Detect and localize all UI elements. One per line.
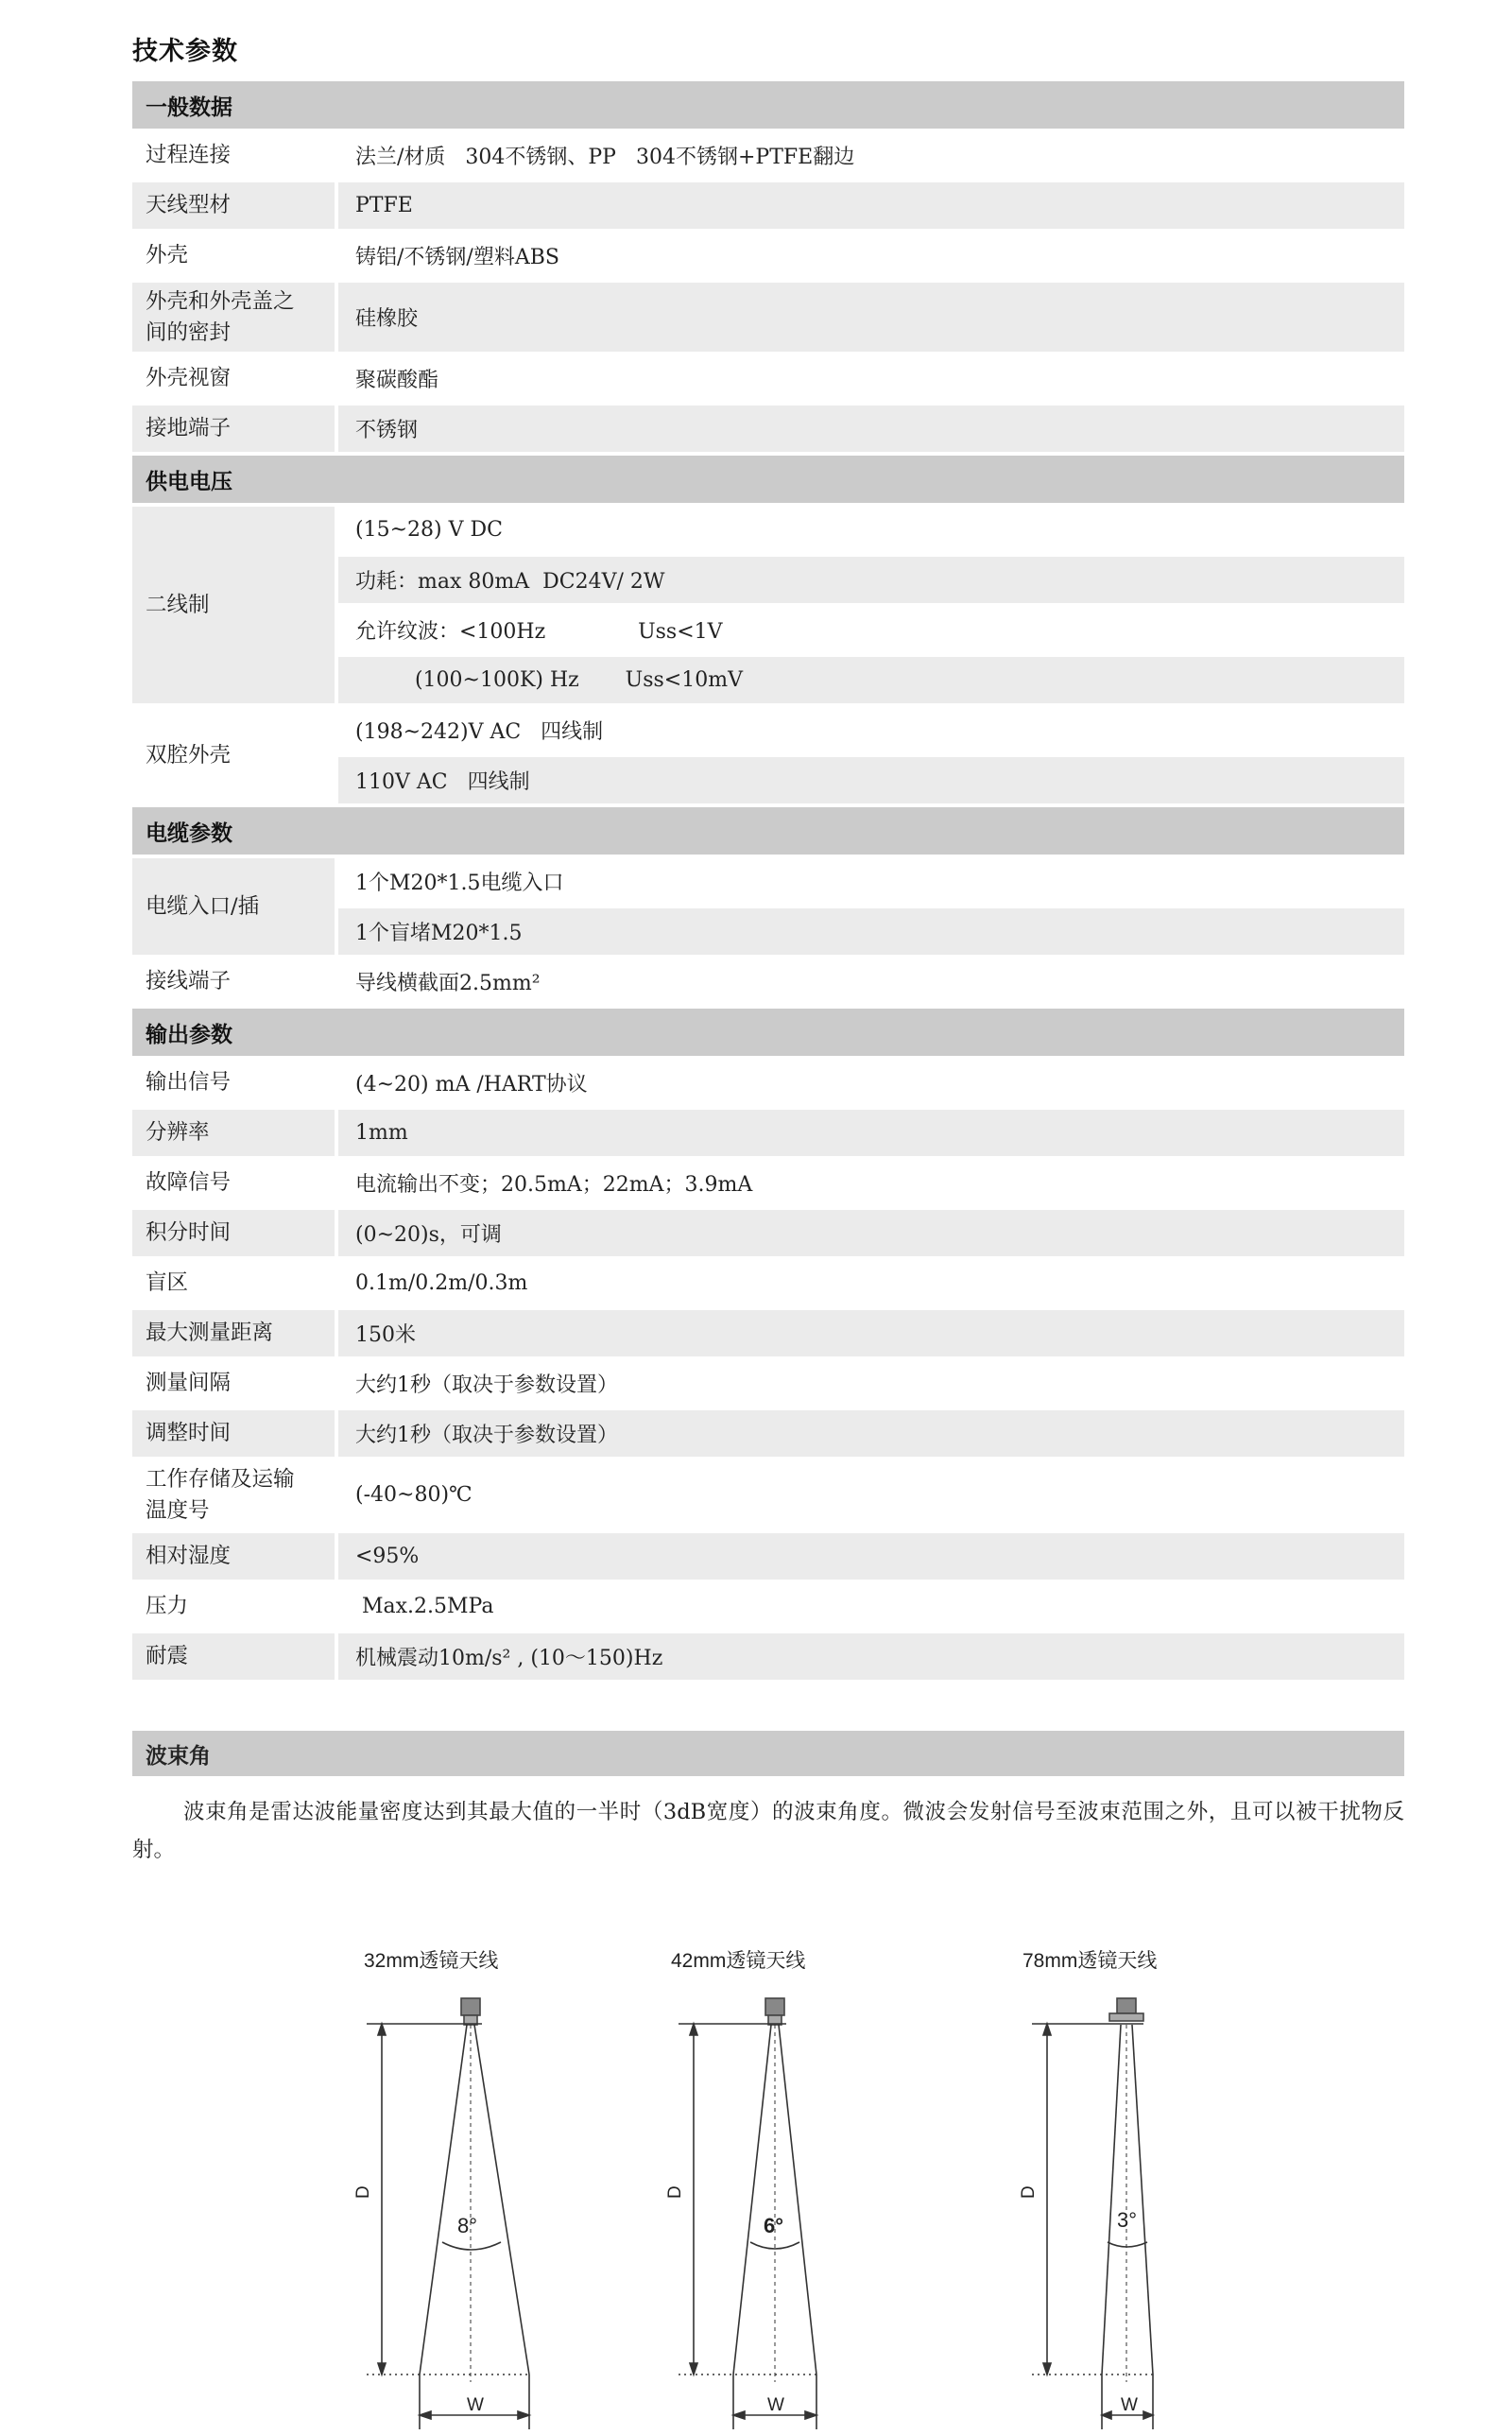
table-row: [132, 1160, 1404, 1206]
table-row: [132, 1210, 1404, 1256]
table-row: [132, 1360, 1404, 1407]
angle-label: 6°: [764, 2214, 784, 2237]
row-label: 积分时间: [132, 1210, 335, 1256]
section-header-beam: 波束角: [132, 1731, 1404, 1776]
table-row: [132, 1110, 1404, 1156]
row-label: 过程连接: [132, 132, 335, 179]
d-label: D: [665, 2185, 685, 2199]
table-row: [132, 707, 1404, 803]
row-value: 不锈钢: [338, 406, 1404, 452]
row-value: 聚碳酸酯: [338, 355, 1404, 402]
row-value: 铸铝/不锈钢/塑料ABS: [338, 233, 1404, 279]
row-label: 最大测量距离: [132, 1310, 335, 1356]
row-value: 机械震动10m/s² , (10～150)Hz: [338, 1633, 1404, 1680]
row-value: (100~100K) Hz Uss<10mV: [338, 657, 1404, 703]
row-label: 外壳视窗: [132, 355, 335, 402]
row-label: 相对湿度: [132, 1533, 335, 1580]
page-title: 技术参数: [132, 37, 238, 66]
row-value: 1个盲堵M20*1.5: [338, 908, 1404, 955]
row-label: 接地端子: [132, 406, 335, 452]
row-value: 导线横截面2.5mm²: [338, 958, 1404, 1005]
row-value: (0~20)s，可调: [338, 1210, 1404, 1256]
row-label: 压力: [132, 1583, 335, 1630]
row-label: 电缆入口/插: [132, 858, 335, 955]
row-value: 法兰/材质 304不锈钢、PP 304不锈钢+PTFE翻边: [338, 132, 1404, 179]
angle-label: 8°: [457, 2214, 478, 2237]
row-value: 大约1秒（取决于参数设置）: [338, 1360, 1404, 1407]
row-label: 接线端子: [132, 958, 335, 1005]
d-label: D: [353, 2185, 373, 2199]
table-row: [132, 233, 1404, 279]
table-row: [132, 406, 1404, 452]
table-row: [132, 1583, 1404, 1630]
row-label: 分辨率: [132, 1110, 335, 1156]
antenna-icon: [765, 1998, 784, 2015]
table-row: [132, 132, 1404, 179]
section-header-cable: 电缆参数: [132, 807, 1404, 855]
w-label: W: [1121, 2395, 1138, 2415]
row-value: 大约1秒（取决于参数设置）: [338, 1410, 1404, 1457]
row-value: Max.2.5MPa: [338, 1583, 1404, 1630]
row-value: 功耗：max 80mA DC24V/ 2W: [338, 557, 1404, 603]
antenna-icon: [1117, 1998, 1136, 2013]
row-label: 故障信号: [132, 1160, 335, 1206]
row-label-line: 工作存储及运输: [146, 1466, 295, 1492]
row-value: PTFE: [338, 182, 1404, 229]
table-row: [132, 283, 1404, 352]
d-label: D: [1019, 2185, 1039, 2199]
angle-label: 3°: [1117, 2208, 1138, 2232]
row-label-line: 温度号: [146, 1497, 210, 1523]
antenna-icon: [461, 1998, 480, 2015]
w-label: W: [467, 2395, 484, 2415]
row-value: 0.1m/0.2m/0.3m: [338, 1260, 1404, 1306]
beam-diagram-42mm: [652, 1938, 879, 2435]
row-value: 电流输出不变；20.5mA；22mA；3.9mA: [338, 1160, 1404, 1206]
table-row: [132, 1460, 1404, 1529]
spec-table: [132, 81, 1404, 1680]
row-label: 盲区: [132, 1260, 335, 1306]
table-row: [132, 507, 1404, 703]
w-label: W: [767, 2395, 784, 2415]
table-row: [132, 1533, 1404, 1580]
row-label: [132, 1460, 335, 1529]
row-label: [132, 283, 335, 352]
table-row: [132, 1410, 1404, 1457]
row-value: 允许纹波：<100Hz Uss<1V: [338, 607, 1404, 653]
table-row: [132, 355, 1404, 402]
beam-diagram-78mm: [1011, 1938, 1238, 2435]
diagram-title: 32mm透镜天线: [364, 1950, 499, 1972]
row-value: (-40~80)℃: [338, 1460, 1404, 1529]
row-value: 150米: [338, 1310, 1404, 1356]
table-row: [132, 858, 1404, 955]
section-header-output: 输出参数: [132, 1009, 1404, 1056]
row-value: 1mm: [338, 1110, 1404, 1156]
diagram-title: 78mm透镜天线: [1022, 1950, 1158, 1972]
row-label: 调整时间: [132, 1410, 335, 1457]
row-label: 双腔外壳: [132, 707, 335, 803]
section-header-general: 一般数据: [132, 81, 1404, 129]
row-value: <95%: [338, 1533, 1404, 1580]
table-row: [132, 1060, 1404, 1106]
row-label-line: 间的密封: [146, 319, 232, 345]
row-label: 测量间隔: [132, 1360, 335, 1407]
row-value: 1个M20*1.5电缆入口: [338, 858, 1404, 905]
table-row: [132, 958, 1404, 1005]
row-label: 外壳: [132, 233, 335, 279]
beam-diagram-32mm: [340, 1938, 567, 2435]
row-value: (15~28) V DC: [338, 507, 1404, 553]
row-value: (4~20) mA /HART协议: [338, 1060, 1404, 1106]
table-row: [132, 182, 1404, 229]
table-row: [132, 1633, 1404, 1680]
row-label: 耐震: [132, 1633, 335, 1680]
row-label: 输出信号: [132, 1060, 335, 1106]
row-label-line: 外壳和外壳盖之: [146, 288, 295, 314]
section-header-power: 供电电压: [132, 456, 1404, 503]
beam-description: 波束角是雷达波能量密度达到其最大值的一半时（3dB宽度）的波束角度。微波会发射信号至波束范围之外，且可以被干扰物反射。: [132, 1800, 1404, 1862]
table-row: [132, 1260, 1404, 1306]
diagram-title: 42mm透镜天线: [671, 1950, 806, 1972]
row-value: 110V AC 四线制: [338, 757, 1404, 803]
row-value: 硅橡胶: [338, 283, 1404, 352]
row-value: (198~242)V AC 四线制: [338, 707, 1404, 753]
row-label: 二线制: [132, 507, 335, 703]
table-row: [132, 1310, 1404, 1356]
row-label: 天线型材: [132, 182, 335, 229]
